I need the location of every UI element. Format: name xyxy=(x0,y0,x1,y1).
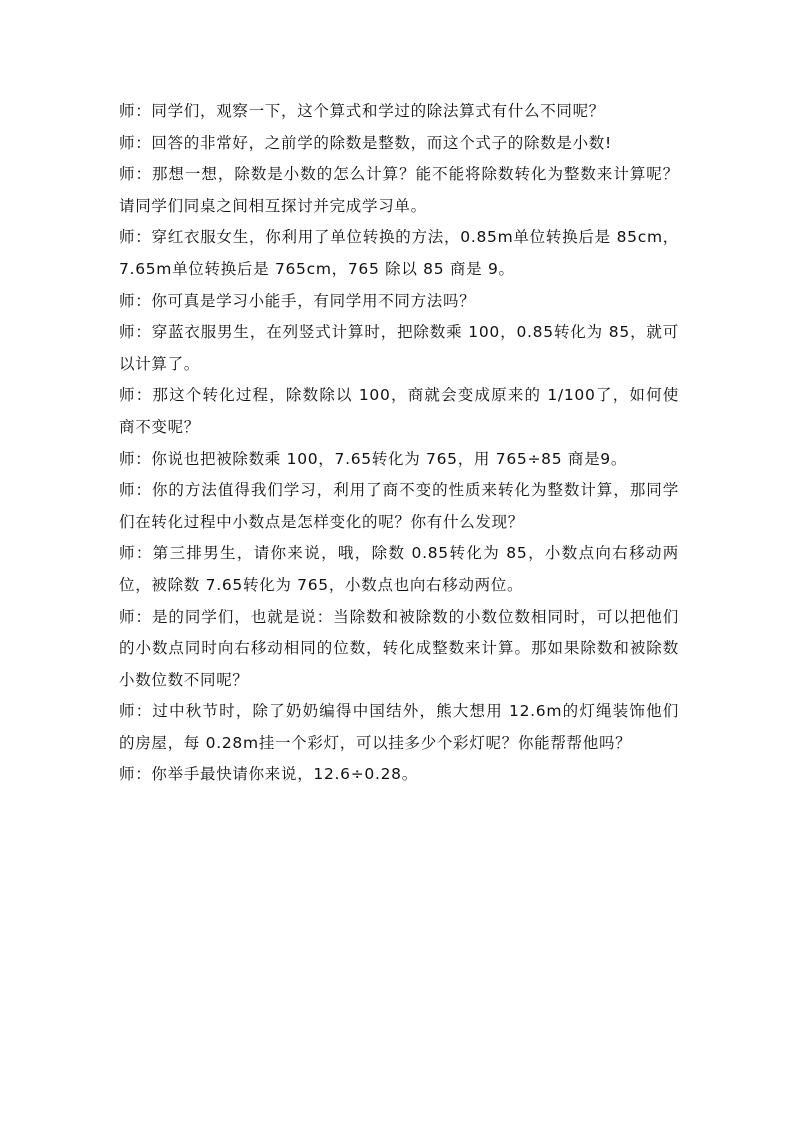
paragraph: 师：穿红衣服女生，你利用了单位转换的方法，0.85m单位转换后是 85cm，7.65m单位转换后是 765cm，765 除以 85 商是 9。 xyxy=(119,228,679,278)
paragraph: 师：你说也把被除数乘 100，7.65转化为 765，用 765÷85 商是9。 xyxy=(119,449,628,468)
paragraph: 师：那这个转化过程，除数除以 100，商就会变成原来的 1/100了，如何使商不变呢？ xyxy=(119,386,679,436)
document-body xyxy=(119,96,679,791)
paragraph: 师：穿蓝衣服男生，在列竖式计算时，把除数乘 100，0.85转化为 85，就可以计算了。 xyxy=(119,323,679,373)
paragraph: 师：你的方法值得我们学习，利用了商不变的性质来转化为整数计算，那同学们在转化过程中小数点是怎样变化的呢？你有什么发现？ xyxy=(119,481,679,531)
paragraph: 师：那想一想，除数是小数的怎么计算？能不能将除数转化为整数来计算呢？请同学们同桌之间相互探讨并完成学习单。 xyxy=(119,165,679,215)
paragraph: 师：是的同学们，也就是说：当除数和被除数的小数位数相同时，可以把他们的小数点同时向右移动相同的位数，转化成整数来计算。那如果除数和被除数小数位数不同呢？ xyxy=(119,607,679,689)
paragraph: 师：回答的非常好，之前学的除数是整数，而这个式子的除数是小数! xyxy=(119,133,612,152)
paragraph: 师：同学们，观察一下，这个算式和学过的除法算式有什么不同呢？ xyxy=(119,102,606,120)
paragraph: 师：过中秋节时，除了奶奶编得中国结外，熊大想用 12.6m的灯绳装饰他们的房屋，每 0.28m挂一个彩灯，可以挂多少个彩灯呢？你能帮帮他吗？ xyxy=(119,702,679,752)
paragraph: 师：你可真是学习小能手，有同学用不同方法吗？ xyxy=(119,291,476,310)
paragraph: 师：第三排男生，请你来说，哦，除数 0.85转化为 85，小数点向右移动两位，被除数 7.65转化为 765，小数点也向右移动两位。 xyxy=(119,544,679,594)
paragraph: 师：你举手最快请你来说，12.6÷0.28。 xyxy=(119,765,418,784)
